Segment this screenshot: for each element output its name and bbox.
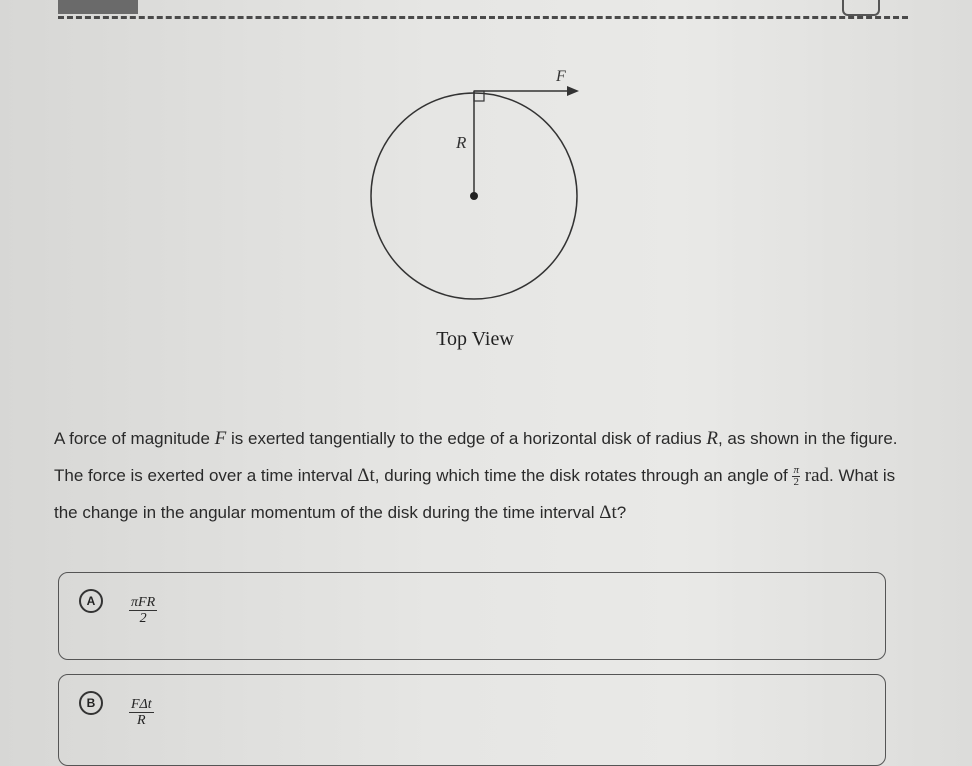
- var-R: R: [706, 428, 718, 449]
- rad-unit: rad: [800, 465, 830, 486]
- toolbar-left-icon[interactable]: [58, 0, 138, 14]
- var-F: F: [214, 428, 227, 449]
- choice-a-fraction: [129, 595, 157, 626]
- toolbar-right-button[interactable]: [842, 0, 880, 16]
- angle-denominator: 2: [793, 476, 799, 489]
- question-part-6: ?: [616, 503, 627, 522]
- choice-a-numerator: πFR: [131, 595, 156, 610]
- choice-letter-b: B: [79, 691, 103, 715]
- question-part-4: , during which time the disk rotates through an angle of: [374, 466, 793, 485]
- angle-numerator: π: [793, 464, 799, 477]
- question-text: [54, 420, 904, 531]
- choice-a-denominator: 2: [139, 611, 147, 626]
- choice-b-numerator: FΔt: [131, 697, 152, 712]
- answer-choice-b[interactable]: [58, 674, 886, 766]
- question-part-1: A force of magnitude: [54, 429, 215, 448]
- angle-fraction: [792, 465, 800, 488]
- delta-t-end: Δt: [599, 502, 617, 523]
- top-toolbar: [58, 0, 908, 22]
- disk-figure: [360, 64, 600, 364]
- choice-b-fraction: [129, 697, 154, 728]
- force-arrow-head: [567, 86, 579, 96]
- question-part-3: , as shown in the figure. The force is exerted over a time interval: [54, 429, 898, 485]
- force-label: F: [556, 68, 566, 85]
- choice-b-denominator: R: [137, 713, 146, 728]
- question-part-5: . What is the change in the angular momentum of the disk during the time interval: [54, 466, 896, 522]
- disk-center-dot: [470, 192, 478, 200]
- toolbar-divider: [58, 16, 908, 19]
- question-part-2: is exerted tangentially to the edge of a horizontal disk of radius: [226, 429, 707, 448]
- figure-caption: Top View: [436, 328, 514, 350]
- answer-choice-a[interactable]: [58, 572, 886, 660]
- radius-label: R: [456, 133, 467, 152]
- delta-t: Δt: [357, 465, 375, 486]
- choice-letter-a: A: [79, 589, 103, 613]
